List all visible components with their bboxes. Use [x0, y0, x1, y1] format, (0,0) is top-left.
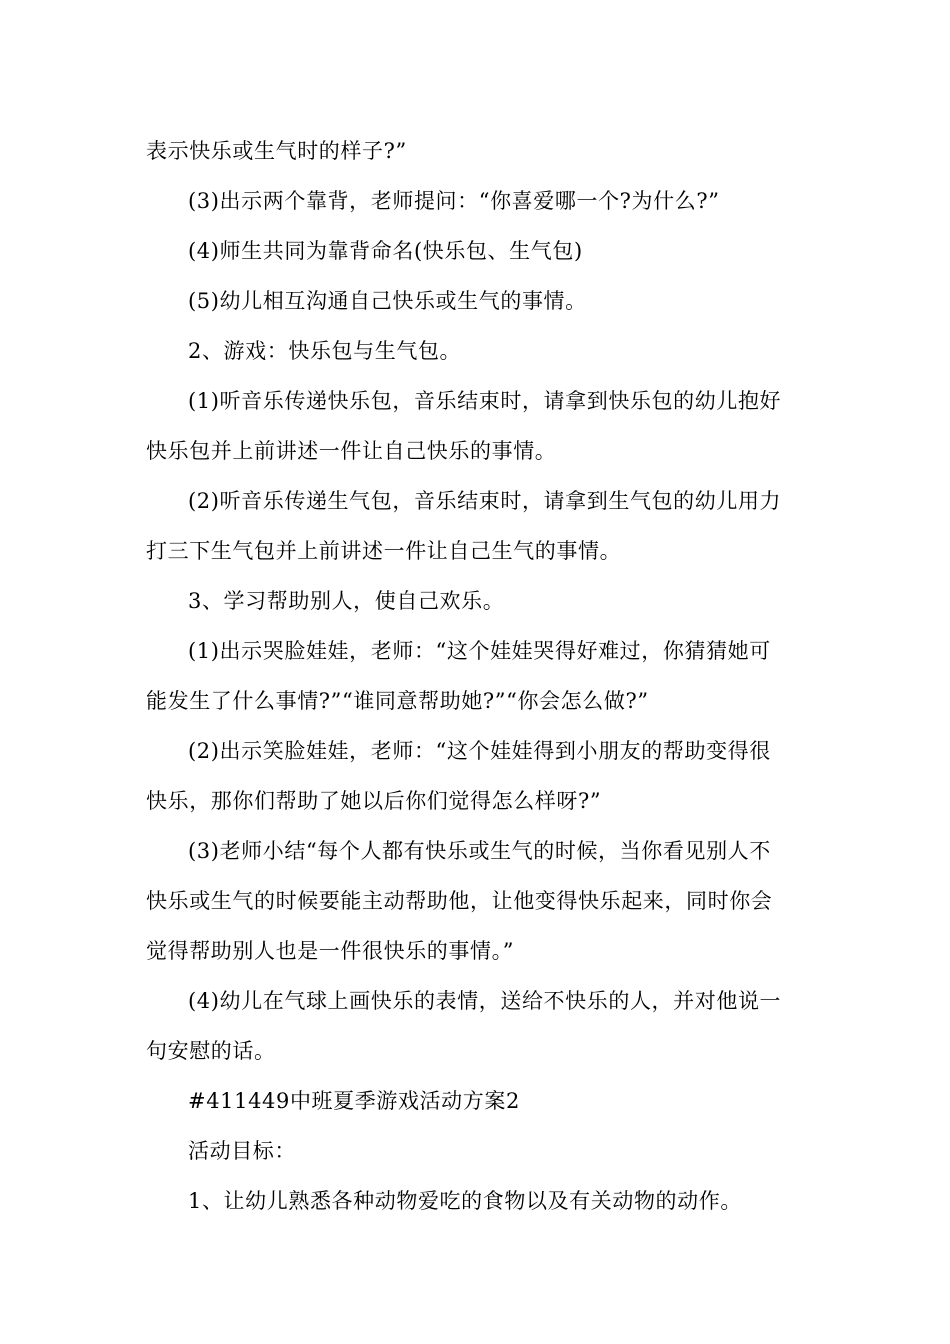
text-line: 觉得帮助别人也是一件很快乐的事情。”: [146, 939, 515, 963]
text-line: 句安慰的话。: [146, 1039, 276, 1063]
text-line: 表示快乐或生气时的样子?”: [146, 139, 407, 163]
text-line: 打三下生气包并上前讲述一件让自己生气的事情。: [146, 539, 622, 563]
text-line: (3)出示两个靠背，老师提问：“你喜爱哪一个?为什么?”: [188, 189, 720, 213]
text-line: (5)幼儿相互沟通自己快乐或生气的事情。: [188, 289, 587, 313]
text-line: 快乐或生气的时候要能主动帮助他，让他变得快乐起来，同时你会: [146, 889, 773, 913]
text-line: (1)听音乐传递快乐包，音乐结束时，请拿到快乐包的幼儿抱好: [188, 389, 782, 413]
text-line: (4)师生共同为靠背命名(快乐包、生气包): [188, 239, 583, 263]
text-line: 快乐包并上前讲述一件让自己快乐的事情。: [146, 439, 557, 463]
section-heading: 活动目标：: [188, 1139, 296, 1163]
document-title: #411449中班夏季游戏活动方案2: [188, 1089, 520, 1113]
text-line: (2)听音乐传递生气包，音乐结束时，请拿到生气包的幼儿用力: [188, 489, 782, 513]
text-line: 1、让幼儿熟悉各种动物爱吃的食物以及有关动物的动作。: [188, 1189, 742, 1213]
section-heading: 2、游戏：快乐包与生气包。: [188, 339, 462, 363]
section-heading: 3、学习帮助别人，使自己欢乐。: [188, 589, 505, 613]
text-line: 能发生了什么事情?”“谁同意帮助她?”“你会怎么做?”: [146, 689, 649, 713]
text-line: (4)幼儿在气球上画快乐的表情，送给不快乐的人，并对他说一: [188, 989, 782, 1013]
text-line: (1)出示哭脸娃娃，老师：“这个娃娃哭得好难过，你猜猜她可: [188, 639, 771, 663]
text-line: (2)出示笑脸娃娃，老师：“这个娃娃得到小朋友的帮助变得很: [188, 739, 771, 763]
text-line: (3)老师小结“每个人都有快乐或生气的时候，当你看见别人不: [188, 839, 771, 863]
text-line: 快乐，那你们帮助了她以后你们觉得怎么样呀?”: [146, 789, 602, 813]
